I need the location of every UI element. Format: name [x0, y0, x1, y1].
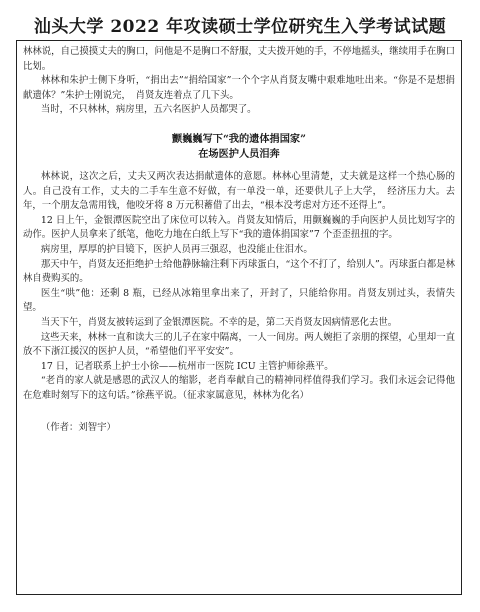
article-paragraph: 病房里，厚厚的护目镜下，医护人员再三强忍，也没能止住泪水。 — [40, 243, 313, 255]
page-title: 汕头大学 2022 年攻读硕士学位研究生入学考试试题 — [33, 17, 447, 37]
section-headline: 颤巍巍写下“我的遗体捐国家” — [172, 132, 306, 145]
author-byline: （作者：刘智宇） — [40, 422, 116, 434]
article-paragraph: 17 日，记者联系上护士小徐——杭州市一医院 ICU 主管护师徐燕平。 — [40, 360, 334, 372]
article-paragraph: 那天中午，肖贤友还拒绝护士给他静脉输注剩下丙球蛋白，“这个不打了，给别人”。丙球蛋白都是林林自费购买的。 — [23, 258, 455, 285]
section-subheadline: 在场医护人员泪奔 — [198, 147, 280, 160]
article-paragraph: 林林说，这次之后，丈夫又两次表达捐献遗体的意愿。林林心里清楚，丈夫就是这样一个热心肠的人。自己没有工作，丈夫的二手车生意不好做，有一单没一单，还要供儿子上大学， 经济压力大。去年，一个朋友急需用钱，他咬牙将 8 万元积蓄借了出去，“根本没考虑对方还不还得上”。 — [23, 170, 455, 212]
article-paragraph: 医生“哄”他：还剩 8 瓶，已经从冰箱里拿出来了，开封了，只能给你用。肖贤友别过头，表情失望。 — [23, 287, 455, 314]
article-paragraph: 12 日上午，金银潭医院空出了床位可以转入。肖贤友知情后，用颤巍巍的手向医护人员比划写字的动作。医护人员拿来了纸笔，他吃力地在白纸上写下“我的遗体捐国家”7 个歪歪扭扭的字。 — [23, 214, 455, 241]
spacer — [23, 162, 455, 170]
article-paragraph: 林林和朱护士侧下身听，“捐出去”“捐给国家”一个个字从肖贤友嘴中艰难地吐出来。“你是不是想捐献遗体？”朱护士刚说完， 肖贤友连着点了几下头。 — [23, 75, 455, 101]
article-paragraph: “老肖的家人就是感恩的武汉人的缩影，老肖奉献自己的精神同样值得我们学习。我们永远会记得他在危难时刻写下的这句话。”徐燕平说。（征求家属意见，林林为化名） — [23, 375, 455, 401]
exam-text-frame — [16, 40, 462, 595]
article-paragraph: 当天下午，肖贤友被转运到了金银潭医院。不幸的是，第二天肖贤友因病情恶化去世。 — [40, 316, 398, 328]
article-paragraph: 这些天来，林林一直和读大三的儿子在家中隔离，一人一间房。两人婉拒了亲朋的探望，心里却一直放不下浙江援汉的医护人员，“希望他们平平安安”。 — [23, 331, 455, 358]
article-paragraph: 当时，不只林林，病房里，五六名医护人员都哭了。 — [40, 104, 257, 116]
article-paragraph: 林林说，自己摸摸丈夫的胸口，问他是不是胸口不舒服，丈夫拨开她的手，不停地摇头，继续用手在胸口比划。 — [23, 46, 455, 72]
